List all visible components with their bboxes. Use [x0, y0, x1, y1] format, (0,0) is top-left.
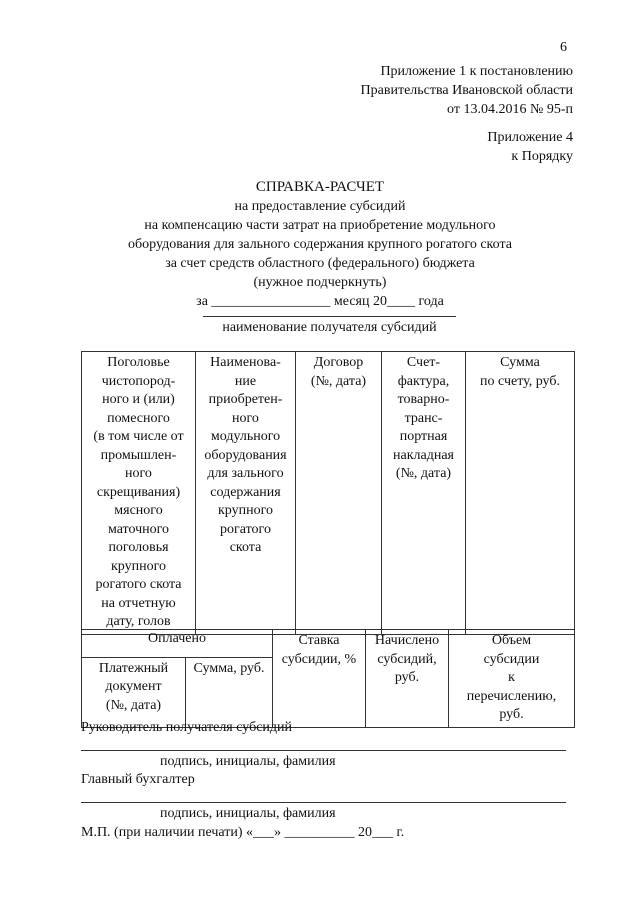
appendix-1-line-3: от 13.04.2016 № 95-п: [447, 102, 573, 117]
head-signature-label: Руководитель получателя субсидий: [81, 720, 293, 735]
header-livestock-count: Поголовье чистопород- ного и (или) помесного (в том числе от промышлен- ного скрещивания) мясного маточного поголовья крупного рогатого скота на отчетную дату, голов: [82, 352, 196, 635]
period-line: за _________________ месяц 20____ года: [196, 294, 444, 309]
header-invoice: Счет- фактура, товарно- транс- портная накладная (№, дата): [382, 352, 466, 635]
calculation-table-1: [81, 351, 575, 635]
header-accrued: Начислено субсидий, руб.: [366, 630, 449, 728]
header-paid-sum: Сумма, руб.: [186, 657, 273, 727]
accountant-signature-caption: подпись, инициалы, фамилия: [160, 806, 336, 821]
calculation-table-2: [81, 629, 575, 728]
header-invoice-sum: Сумма по счету, руб.: [466, 352, 575, 635]
appendix-1-line-1: Приложение 1 к постановлению: [380, 64, 573, 79]
head-signature-line: [81, 750, 566, 751]
header-equipment-name: Наименова- ние приобретен- ного модульного оборудования для зального содержания крупного рогатого скота: [196, 352, 296, 635]
appendix-1-block: [361, 62, 573, 119]
title-line-5: (нужное подчеркнуть): [253, 275, 387, 290]
appendix-4-block: [487, 128, 573, 166]
appendix-1-line-2: Правительства Ивановской области: [360, 83, 573, 98]
header-contract: Договор (№, дата): [296, 352, 382, 635]
appendix-4-line-1: Приложение 4: [487, 130, 573, 145]
accountant-signature-label: Главный бухгалтер: [81, 772, 195, 787]
header-transfer-volume: Объем субсидии к перечислению, руб.: [449, 630, 575, 728]
recipient-name-line: [203, 316, 456, 317]
document-title: СПРАВКА-РАСЧЕТ: [255, 179, 385, 195]
header-paid: Оплачено: [82, 630, 273, 658]
header-subsidy-rate: Ставка субсидии, %: [273, 630, 366, 728]
title-line-4: за счет средств областного (федерального) бюджета: [165, 256, 475, 271]
page-number: 6: [560, 40, 567, 55]
title-line-3: оборудования для зального содержания крупного рогатого скота: [128, 237, 512, 252]
header-payment-document: Платежный документ (№, дата): [82, 657, 186, 727]
title-block: [60, 177, 580, 311]
head-signature-caption: подпись, инициалы, фамилия: [160, 754, 336, 769]
accountant-signature-line: [81, 802, 566, 803]
recipient-caption: наименование получателя субсидий: [222, 320, 437, 335]
stamp-date-line: М.П. (при наличии печати) «___» __________ 20___ г.: [81, 825, 405, 840]
appendix-4-line-2: к Порядку: [511, 149, 573, 164]
title-line-1: на предоставление субсидий: [234, 199, 406, 214]
title-line-2: на компенсацию части затрат на приобретение модульного: [144, 218, 496, 233]
